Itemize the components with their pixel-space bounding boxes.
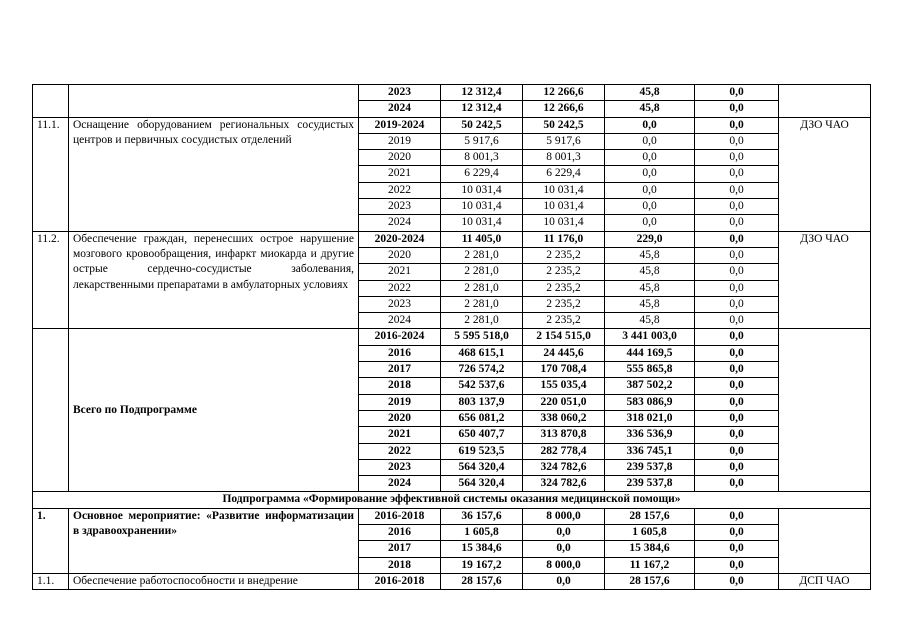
- funding-cell-2: 45,8: [605, 85, 695, 101]
- total-cell: 468 615,1: [441, 345, 523, 361]
- item-number: 11.1.: [33, 117, 69, 231]
- funding-cell-1: 220 051,0: [523, 394, 605, 410]
- total-cell: 803 137,9: [441, 394, 523, 410]
- item-description: Обеспечение работоспособности и внедрение: [69, 573, 359, 589]
- funding-cell-2: 3 441 003,0: [605, 329, 695, 345]
- item-number: [33, 329, 69, 492]
- item-number: 11.2.: [33, 231, 69, 329]
- period-cell: 2020-2024: [359, 231, 441, 247]
- funding-cell-1: 2 235,2: [523, 264, 605, 280]
- funding-cell-3: 0,0: [695, 280, 779, 296]
- funding-cell-1: 8 000,0: [523, 508, 605, 524]
- funding-cell-1: 50 242,5: [523, 117, 605, 133]
- funding-cell-3: 0,0: [695, 150, 779, 166]
- period-cell: 2017: [359, 541, 441, 557]
- funding-cell-1: 10 031,4: [523, 215, 605, 231]
- funding-cell-2: 0,0: [605, 199, 695, 215]
- total-cell: 6 229,4: [441, 166, 523, 182]
- funding-cell-3: 0,0: [695, 345, 779, 361]
- funding-cell-2: 387 502,2: [605, 378, 695, 394]
- funding-cell-1: 10 031,4: [523, 199, 605, 215]
- funding-cell-2: 1 605,8: [605, 525, 695, 541]
- period-cell: 2023: [359, 85, 441, 101]
- total-cell: 1 605,8: [441, 525, 523, 541]
- funding-cell-1: 313 870,8: [523, 427, 605, 443]
- funding-cell-2: 0,0: [605, 182, 695, 198]
- funding-cell-2: 0,0: [605, 133, 695, 149]
- period-cell: 2024: [359, 215, 441, 231]
- funding-cell-2: 583 086,9: [605, 394, 695, 410]
- item-description: Всего по Подпрограмме: [69, 329, 359, 492]
- period-cell: 2016-2018: [359, 573, 441, 589]
- funding-cell-3: 0,0: [695, 427, 779, 443]
- table-row: [33, 573, 871, 589]
- funding-cell-1: 2 235,2: [523, 313, 605, 329]
- executor-cell: [779, 329, 871, 492]
- funding-cell-3: 0,0: [695, 329, 779, 345]
- funding-cell-1: 155 035,4: [523, 378, 605, 394]
- total-cell: 15 384,6: [441, 541, 523, 557]
- item-number: 1.1.: [33, 573, 69, 589]
- total-cell: 726 574,2: [441, 362, 523, 378]
- funding-cell-3: 0,0: [695, 166, 779, 182]
- period-cell: 2021: [359, 427, 441, 443]
- total-cell: 11 405,0: [441, 231, 523, 247]
- funding-cell-1: 338 060,2: [523, 410, 605, 426]
- funding-cell-2: 0,0: [605, 215, 695, 231]
- period-cell: 2016-2018: [359, 508, 441, 524]
- item-description: [69, 85, 359, 118]
- funding-cell-3: 0,0: [695, 247, 779, 263]
- funding-cell-3: 0,0: [695, 264, 779, 280]
- funding-cell-1: 8 000,0: [523, 557, 605, 573]
- total-cell: 10 031,4: [441, 182, 523, 198]
- period-cell: 2018: [359, 378, 441, 394]
- funding-cell-1: 12 266,6: [523, 101, 605, 117]
- period-cell: 2024: [359, 101, 441, 117]
- total-cell: 564 320,4: [441, 476, 523, 492]
- funding-cell-1: 0,0: [523, 573, 605, 589]
- subprogram-heading: Подпрограмма «Формирование эффективной системы оказания медицинской помощи»: [33, 492, 871, 508]
- funding-cell-3: 0,0: [695, 313, 779, 329]
- total-cell: 656 081,2: [441, 410, 523, 426]
- funding-cell-1: 0,0: [523, 525, 605, 541]
- funding-cell-3: 0,0: [695, 443, 779, 459]
- executor-cell: ДЗО ЧАО: [779, 231, 871, 329]
- table-row: [33, 85, 871, 101]
- funding-cell-3: 0,0: [695, 199, 779, 215]
- funding-cell-2: 45,8: [605, 296, 695, 312]
- total-cell: 10 031,4: [441, 215, 523, 231]
- funding-cell-1: 8 001,3: [523, 150, 605, 166]
- funding-cell-2: 318 021,0: [605, 410, 695, 426]
- funding-cell-2: 0,0: [605, 150, 695, 166]
- total-cell: 2 281,0: [441, 247, 523, 263]
- item-description: Обеспечение граждан, перенесших острое нарушение мозгового кровообращения, инфаркт миокарда и другие острые сердечно-сосудистые заболевания, лекарственными препаратами в амбулаторных условиях: [69, 231, 359, 329]
- total-cell: 19 167,2: [441, 557, 523, 573]
- total-cell: 564 320,4: [441, 459, 523, 475]
- funding-cell-2: 555 865,8: [605, 362, 695, 378]
- period-cell: 2020: [359, 247, 441, 263]
- budget-table: [32, 84, 871, 590]
- funding-cell-1: 12 266,6: [523, 85, 605, 101]
- period-cell: 2022: [359, 182, 441, 198]
- funding-cell-1: 2 154 515,0: [523, 329, 605, 345]
- funding-cell-1: 2 235,2: [523, 280, 605, 296]
- period-cell: 2016-2024: [359, 329, 441, 345]
- funding-cell-2: 336 536,9: [605, 427, 695, 443]
- period-cell: 2024: [359, 313, 441, 329]
- funding-cell-3: 0,0: [695, 573, 779, 589]
- table-row: [33, 508, 871, 524]
- funding-cell-3: 0,0: [695, 362, 779, 378]
- funding-cell-3: 0,0: [695, 215, 779, 231]
- funding-cell-1: 324 782,6: [523, 476, 605, 492]
- item-number: 1.: [33, 508, 69, 573]
- funding-cell-2: 45,8: [605, 247, 695, 263]
- period-cell: 2024: [359, 476, 441, 492]
- item-description: Основное мероприятие: «Развитие информатизации в здравоохранении»: [69, 508, 359, 573]
- funding-cell-2: 0,0: [605, 166, 695, 182]
- period-cell: 2021: [359, 166, 441, 182]
- funding-cell-2: 229,0: [605, 231, 695, 247]
- funding-cell-2: 0,0: [605, 117, 695, 133]
- total-cell: 12 312,4: [441, 101, 523, 117]
- funding-cell-2: 239 537,8: [605, 459, 695, 475]
- funding-cell-2: 28 157,6: [605, 573, 695, 589]
- funding-cell-1: 2 235,2: [523, 247, 605, 263]
- funding-cell-1: 10 031,4: [523, 182, 605, 198]
- funding-cell-3: 0,0: [695, 541, 779, 557]
- period-cell: 2016: [359, 525, 441, 541]
- funding-cell-3: 0,0: [695, 394, 779, 410]
- document-page: [32, 84, 870, 590]
- total-cell: 12 312,4: [441, 85, 523, 101]
- funding-cell-3: 0,0: [695, 101, 779, 117]
- funding-cell-3: 0,0: [695, 557, 779, 573]
- funding-cell-2: 336 745,1: [605, 443, 695, 459]
- total-cell: 36 157,6: [441, 508, 523, 524]
- funding-cell-2: 11 167,2: [605, 557, 695, 573]
- funding-cell-2: 45,8: [605, 264, 695, 280]
- total-cell: 5 595 518,0: [441, 329, 523, 345]
- funding-cell-2: 239 537,8: [605, 476, 695, 492]
- executor-cell: ДЗО ЧАО: [779, 117, 871, 231]
- funding-cell-1: 0,0: [523, 541, 605, 557]
- funding-cell-2: 15 384,6: [605, 541, 695, 557]
- period-cell: 2021: [359, 264, 441, 280]
- period-cell: 2023: [359, 296, 441, 312]
- period-cell: 2019-2024: [359, 117, 441, 133]
- funding-cell-1: 5 917,6: [523, 133, 605, 149]
- table-row: [33, 329, 871, 345]
- period-cell: 2022: [359, 443, 441, 459]
- period-cell: 2016: [359, 345, 441, 361]
- funding-cell-3: 0,0: [695, 117, 779, 133]
- period-cell: 2023: [359, 199, 441, 215]
- funding-cell-3: 0,0: [695, 133, 779, 149]
- total-cell: 5 917,6: [441, 133, 523, 149]
- funding-cell-1: 282 778,4: [523, 443, 605, 459]
- total-cell: 650 407,7: [441, 427, 523, 443]
- total-cell: 2 281,0: [441, 264, 523, 280]
- funding-cell-3: 0,0: [695, 410, 779, 426]
- table-row: [33, 117, 871, 133]
- period-cell: 2017: [359, 362, 441, 378]
- funding-cell-2: 45,8: [605, 280, 695, 296]
- period-cell: 2019: [359, 394, 441, 410]
- funding-cell-1: 324 782,6: [523, 459, 605, 475]
- period-cell: 2020: [359, 410, 441, 426]
- total-cell: 2 281,0: [441, 280, 523, 296]
- funding-cell-1: 11 176,0: [523, 231, 605, 247]
- item-description: Оснащение оборудованием региональных сосудистых центров и первичных сосудистых отделений: [69, 117, 359, 231]
- funding-cell-1: 170 708,4: [523, 362, 605, 378]
- funding-cell-2: 45,8: [605, 101, 695, 117]
- period-cell: 2022: [359, 280, 441, 296]
- funding-cell-2: 45,8: [605, 313, 695, 329]
- item-number: [33, 85, 69, 118]
- total-cell: 10 031,4: [441, 199, 523, 215]
- period-cell: 2023: [359, 459, 441, 475]
- executor-cell: [779, 508, 871, 573]
- funding-cell-3: 0,0: [695, 296, 779, 312]
- funding-cell-1: 6 229,4: [523, 166, 605, 182]
- total-cell: 50 242,5: [441, 117, 523, 133]
- executor-cell: ДСП ЧАО: [779, 573, 871, 589]
- executor-cell: [779, 85, 871, 118]
- period-cell: 2020: [359, 150, 441, 166]
- funding-cell-2: 28 157,6: [605, 508, 695, 524]
- funding-cell-3: 0,0: [695, 182, 779, 198]
- total-cell: 8 001,3: [441, 150, 523, 166]
- period-cell: 2018: [359, 557, 441, 573]
- funding-cell-3: 0,0: [695, 525, 779, 541]
- funding-cell-3: 0,0: [695, 85, 779, 101]
- funding-cell-3: 0,0: [695, 459, 779, 475]
- table-row: [33, 231, 871, 247]
- funding-cell-2: 444 169,5: [605, 345, 695, 361]
- total-cell: 2 281,0: [441, 296, 523, 312]
- total-cell: 28 157,6: [441, 573, 523, 589]
- funding-cell-1: 2 235,2: [523, 296, 605, 312]
- period-cell: 2019: [359, 133, 441, 149]
- funding-cell-3: 0,0: [695, 378, 779, 394]
- funding-cell-3: 0,0: [695, 476, 779, 492]
- total-cell: 2 281,0: [441, 313, 523, 329]
- funding-cell-3: 0,0: [695, 231, 779, 247]
- total-cell: 619 523,5: [441, 443, 523, 459]
- subprogram-heading-row: [33, 492, 871, 508]
- funding-cell-1: 24 445,6: [523, 345, 605, 361]
- total-cell: 542 537,6: [441, 378, 523, 394]
- funding-cell-3: 0,0: [695, 508, 779, 524]
